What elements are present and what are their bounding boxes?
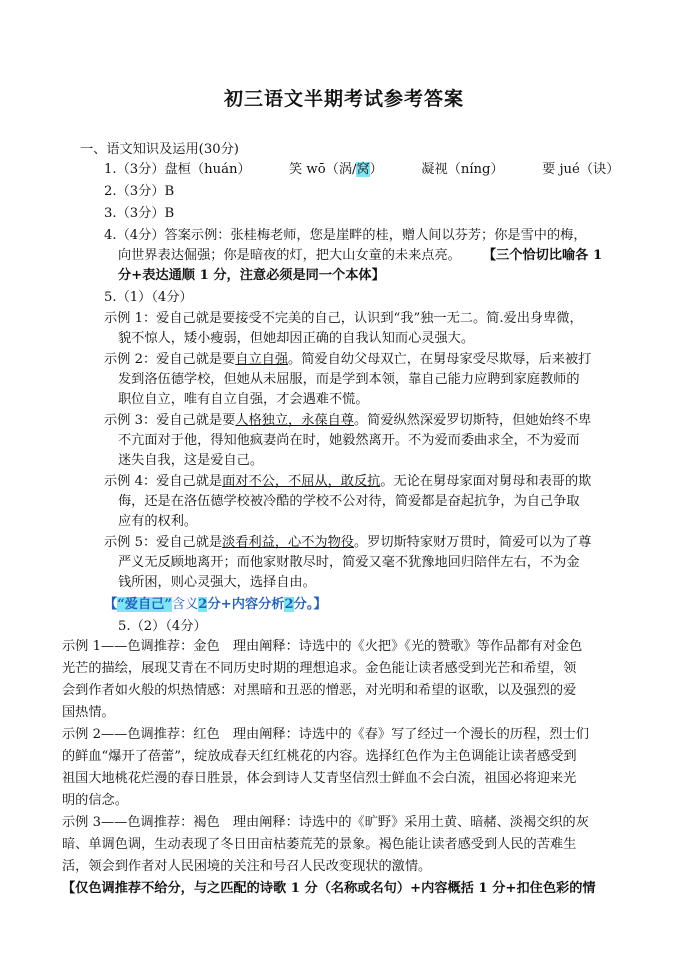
question-5-2: 5.（2）（4分） <box>118 619 207 634</box>
q1-item-3: 凝视（níng） <box>421 162 504 177</box>
scoring-note-5-1: 【“爱自己”含义2分+内容分析2分。】 <box>104 597 327 612</box>
example-5-line-2: 严义无反顾地离开；而他家财散尽时，简爱又毫不犹豫地回归陪伴左右，不为金 <box>118 555 580 570</box>
page-title: 初三语文半期考试参考答案 <box>223 88 464 110</box>
section-heading: 一、语文知识及运用(30分) <box>80 142 239 157</box>
color-example-1-line-1: 示例 1——色调推荐：金色 理由阐释：诗选中的《火把》《光的赞歌》等作品都有对金色 <box>62 639 583 654</box>
question-2: 2.（3分）B <box>104 184 175 199</box>
underlined-phrase: 人格独立，永葆自尊 <box>235 413 354 428</box>
example-2-line-1: 示例 2：爱自己就是要自立自强。简爱自幼父母双亡，在舅母家受尽欺辱，后来被打 <box>104 352 592 367</box>
color-example-2-line-3: 祖国大地桃花烂漫的春日胜景，体会到诗人艾青坚信烈士鲜血不会白流，祖国必将迎来光 <box>62 771 577 786</box>
color-example-3-line-2: 暗、单调色调，生动表现了冬日田亩枯萎荒芜的景象。褐色能让读者感受到人民的苦难生 <box>62 837 577 852</box>
color-example-1-line-2: 光芒的描绘，展现艾青在不同历史时期的理想追求。金色能让读者感受到光芒和希望，领 <box>62 661 577 676</box>
example-5-line-3: 钱所困，则心灵强大，选择自由。 <box>118 575 316 590</box>
example-4-line-1: 示例 4：爱自己就是面对不公，不屈从，敢反抗。无论在舅母家面对舅母和表哥的欺 <box>104 474 592 489</box>
example-3-line-1: 示例 3：爱自己就是要人格独立，永葆自尊。简爱纵然深爱罗切斯特，但她始终不卑 <box>104 413 592 428</box>
question-1 <box>104 160 619 180</box>
color-example-2-line-1: 示例 2——色调推荐：红色 理由阐释：诗选中的《春》写了经过一个漫长的历程，烈士们 <box>62 727 589 742</box>
example-4-line-3: 应有的权利。 <box>118 514 198 529</box>
example-3-line-2: 不亢面对于他，得知他疯妻尚在时，她毅然离开。不为爱而委曲求全，不为爱而 <box>118 433 580 448</box>
q1-item-4: 要 jué（诀） <box>542 162 620 177</box>
example-2-line-2: 发到洛伍德学校，但她从未屈服，而是学到本领，靠自己能力应聘到家庭教师的 <box>118 372 580 387</box>
color-example-1-line-4: 国热情。 <box>62 705 115 720</box>
color-example-1-line-3: 会到作者如火般的炽热情感：对黑暗和丑恶的憎恶，对光明和希望的讴歌，以及强烈的爱 <box>62 683 577 698</box>
underlined-phrase: 自立自强 <box>235 352 289 367</box>
scoring-note: 【三个恰切比喻各 1 <box>482 248 603 263</box>
example-3-line-3: 迷失自我，这是爱自己。 <box>118 453 264 468</box>
underlined-phrase: 面对不公，不屈从，敢反抗 <box>222 474 381 489</box>
color-example-2-line-4: 明的信念。 <box>62 793 128 808</box>
color-example-3-line-3: 活，领会到作者对人民困境的关注和号召人民改变现状的激情。 <box>62 859 432 874</box>
question-5-1: 5.（1）（4分） <box>104 290 193 305</box>
example-2-line-3: 职位自立，唯有自立自强，才会遇难不慌。 <box>118 392 369 407</box>
underlined-phrase: 淡看利益，心不为物役 <box>222 535 354 550</box>
question-3: 3.（3分）B <box>104 206 175 221</box>
color-example-2-line-2: 的鲜血“爆开了蓓蕾”，绽放成春天红红桃花的内容。选择红色作为主色调能让读者感受到 <box>62 749 577 764</box>
scoring-note-5-2: 【仅色调推荐不给分，与之匹配的诗歌 1 分（名称或名句）+内容概括 1 分+扣住色彩的情 <box>62 881 596 896</box>
q1-item-1: 1.（3分）盘桓（huán） <box>104 162 251 177</box>
example-4-line-2: 侮，还是在洛伍德学校被冷酷的学校不公对待，简爱都是奋起抗争，为自己争取 <box>118 494 580 509</box>
color-example-3-line-1: 示例 3——色调推荐：褐色 理由阐释：诗选中的《旷野》采用土黄、暗赭、淡褐交织的灰 <box>62 815 589 830</box>
example-1-line-1: 示例 1：爱自己就是要接受不完美的自己，认识到“我”独一无二。简.爱出身卑微， <box>104 311 583 326</box>
q1-item-2: 笑 wō（涡/窝） <box>289 162 383 177</box>
example-1-line-2: 貌不惊人，矮小瘦弱，但她却因正确的自我认知而心灵强大。 <box>118 331 475 346</box>
question-4-line-3: 分+表达通顺 1 分，注意必须是同一个本体】 <box>118 268 385 283</box>
example-5-line-1: 示例 5：爱自己就是淡看利益，心不为物役。罗切斯特家财万贯时，简爱可以为了尊 <box>104 535 592 550</box>
question-4-line-2: 向世界表达倔强；你是暗夜的灯，把大山女童的未来点亮。 【三个恰切比喻各 1 <box>118 248 603 263</box>
highlight-mark: 窝 <box>356 162 370 177</box>
question-4-line-1: 4.（4分）答案示例：张桂梅老师，您是崖畔的桂，赠人间以芬芳；你是雪中的梅， <box>104 228 587 243</box>
